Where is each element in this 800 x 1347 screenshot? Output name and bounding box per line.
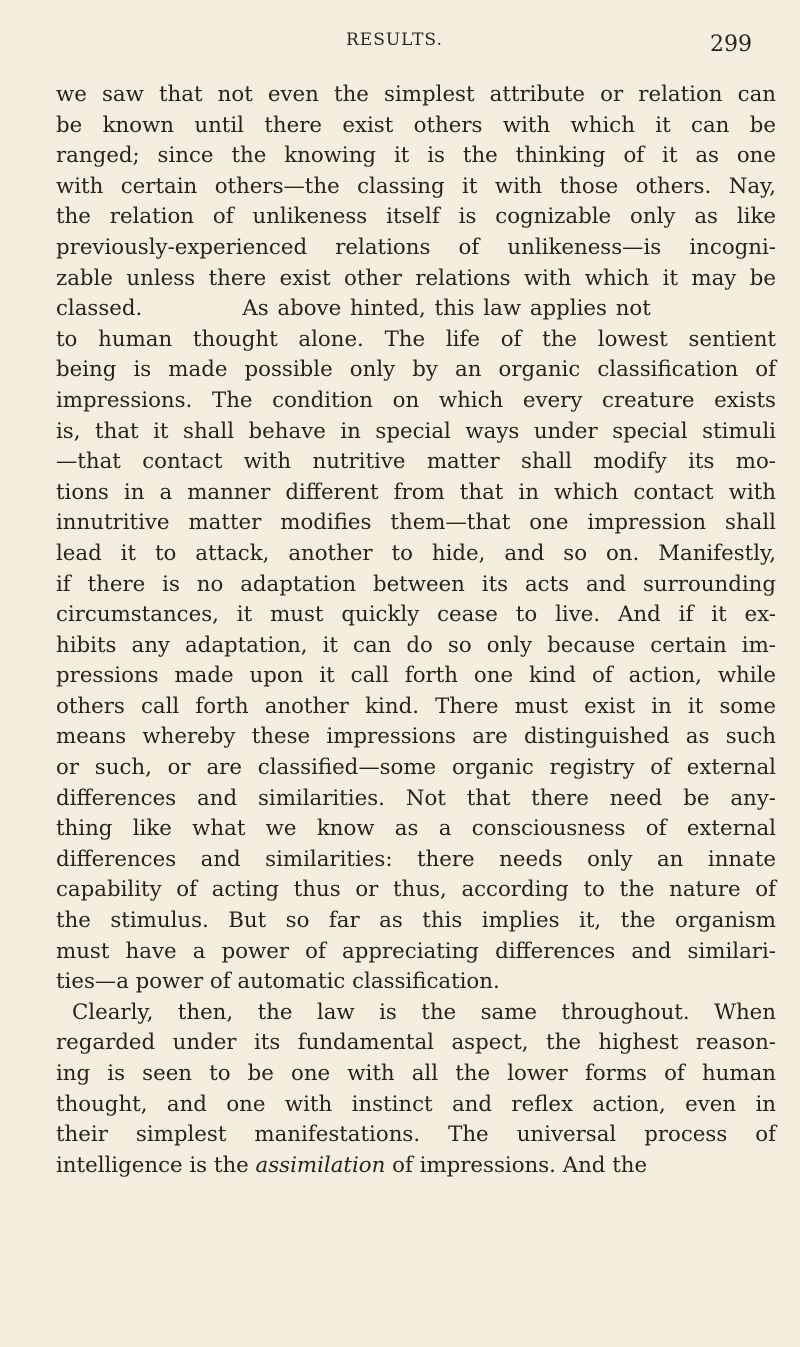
text-line-with-italic bbox=[56, 1151, 776, 1182]
text-line: means whereby these impressions are distinguished as such bbox=[56, 724, 776, 750]
text-line: tions in a manner different from that in which contact with bbox=[56, 479, 776, 505]
text-line-split bbox=[56, 294, 776, 325]
text-line: thing like what we know as a consciousness of external bbox=[56, 816, 776, 842]
text-line: differences and similarities. Not that there need be any- bbox=[56, 785, 776, 811]
text-line: ing is seen to be one with all the lower forms of human bbox=[56, 1061, 776, 1086]
text-line: innutritive matter modifies them—that one impression shall bbox=[56, 510, 776, 536]
text-line: capability of acting thus or thus, according to the nature of bbox=[56, 877, 776, 903]
text-segment: intelligence is the bbox=[56, 1152, 249, 1178]
text-line: ranged; since the knowing it is the thinking of it as one bbox=[56, 143, 776, 169]
text-line: circumstances, it must quickly cease to live. And if it ex- bbox=[56, 602, 776, 628]
text-line: the stimulus. But so far as this implies it, the organism bbox=[56, 908, 776, 934]
text-line: others call forth another kind. There must exist in it some bbox=[56, 693, 776, 719]
page-number: 299 bbox=[710, 32, 752, 57]
text-line: impressions. The condition on which every creature exists bbox=[56, 387, 776, 413]
running-head: RESULTS. bbox=[346, 30, 443, 50]
text-line: lead it to attack, another to hide, and so on. Manifestly, bbox=[56, 540, 776, 566]
text-line: thought, and one with instinct and reflex action, even in bbox=[56, 1091, 776, 1117]
text-line: is, that it shall behave in special ways under special stimuli bbox=[56, 418, 776, 444]
text-line: if there is no adaptation between its acts and surrounding bbox=[56, 571, 776, 597]
text-line: must have a power of appreciating differences and similari- bbox=[56, 938, 776, 964]
text-line: pressions made upon it call forth one kind of action, while bbox=[56, 663, 776, 689]
text-line: differences and similarities: there needs only an innate bbox=[56, 846, 776, 872]
text-line: being is made possible only by an organic classification of bbox=[56, 357, 776, 383]
text-line: the relation of unlikeness itself is cognizable only as like bbox=[56, 204, 776, 230]
text-line: previously-experienced relations of unlikeness—is incogni- bbox=[56, 234, 776, 260]
body-text bbox=[56, 80, 776, 1181]
text-line: be known until there exist others with which it can be bbox=[56, 112, 776, 138]
text-line: their simplest manifestations. The universal process of bbox=[56, 1122, 776, 1148]
text-line: regarded under its fundamental aspect, the highest reason- bbox=[56, 1030, 776, 1056]
text-line: we saw that not even the simplest attribute or relation can bbox=[56, 82, 776, 107]
text-line: or such, or are classified—some organic registry of external bbox=[56, 755, 776, 781]
text-line: —that contact with nutritive matter shall modify its mo- bbox=[56, 449, 776, 475]
text-segment: As above hinted, this law applies not bbox=[242, 296, 651, 322]
text-line: zable unless there exist other relations with which it may be bbox=[56, 265, 776, 291]
italic-term: assimilation bbox=[255, 1152, 386, 1178]
text-line: Clearly, then, the law is the same throughout. When bbox=[72, 999, 776, 1025]
text-segment: of impressions. And the bbox=[392, 1152, 648, 1178]
text-line: ties—a power of automatic classification. bbox=[56, 969, 500, 995]
text-line: to human thought alone. The life of the lowest sentient bbox=[56, 326, 776, 352]
text-segment: classed. bbox=[56, 296, 143, 322]
text-line: hibits any adaptation, it can do so only because certain im- bbox=[56, 632, 776, 658]
text-line: with certain others—the classing it with those others. Nay, bbox=[56, 173, 776, 199]
